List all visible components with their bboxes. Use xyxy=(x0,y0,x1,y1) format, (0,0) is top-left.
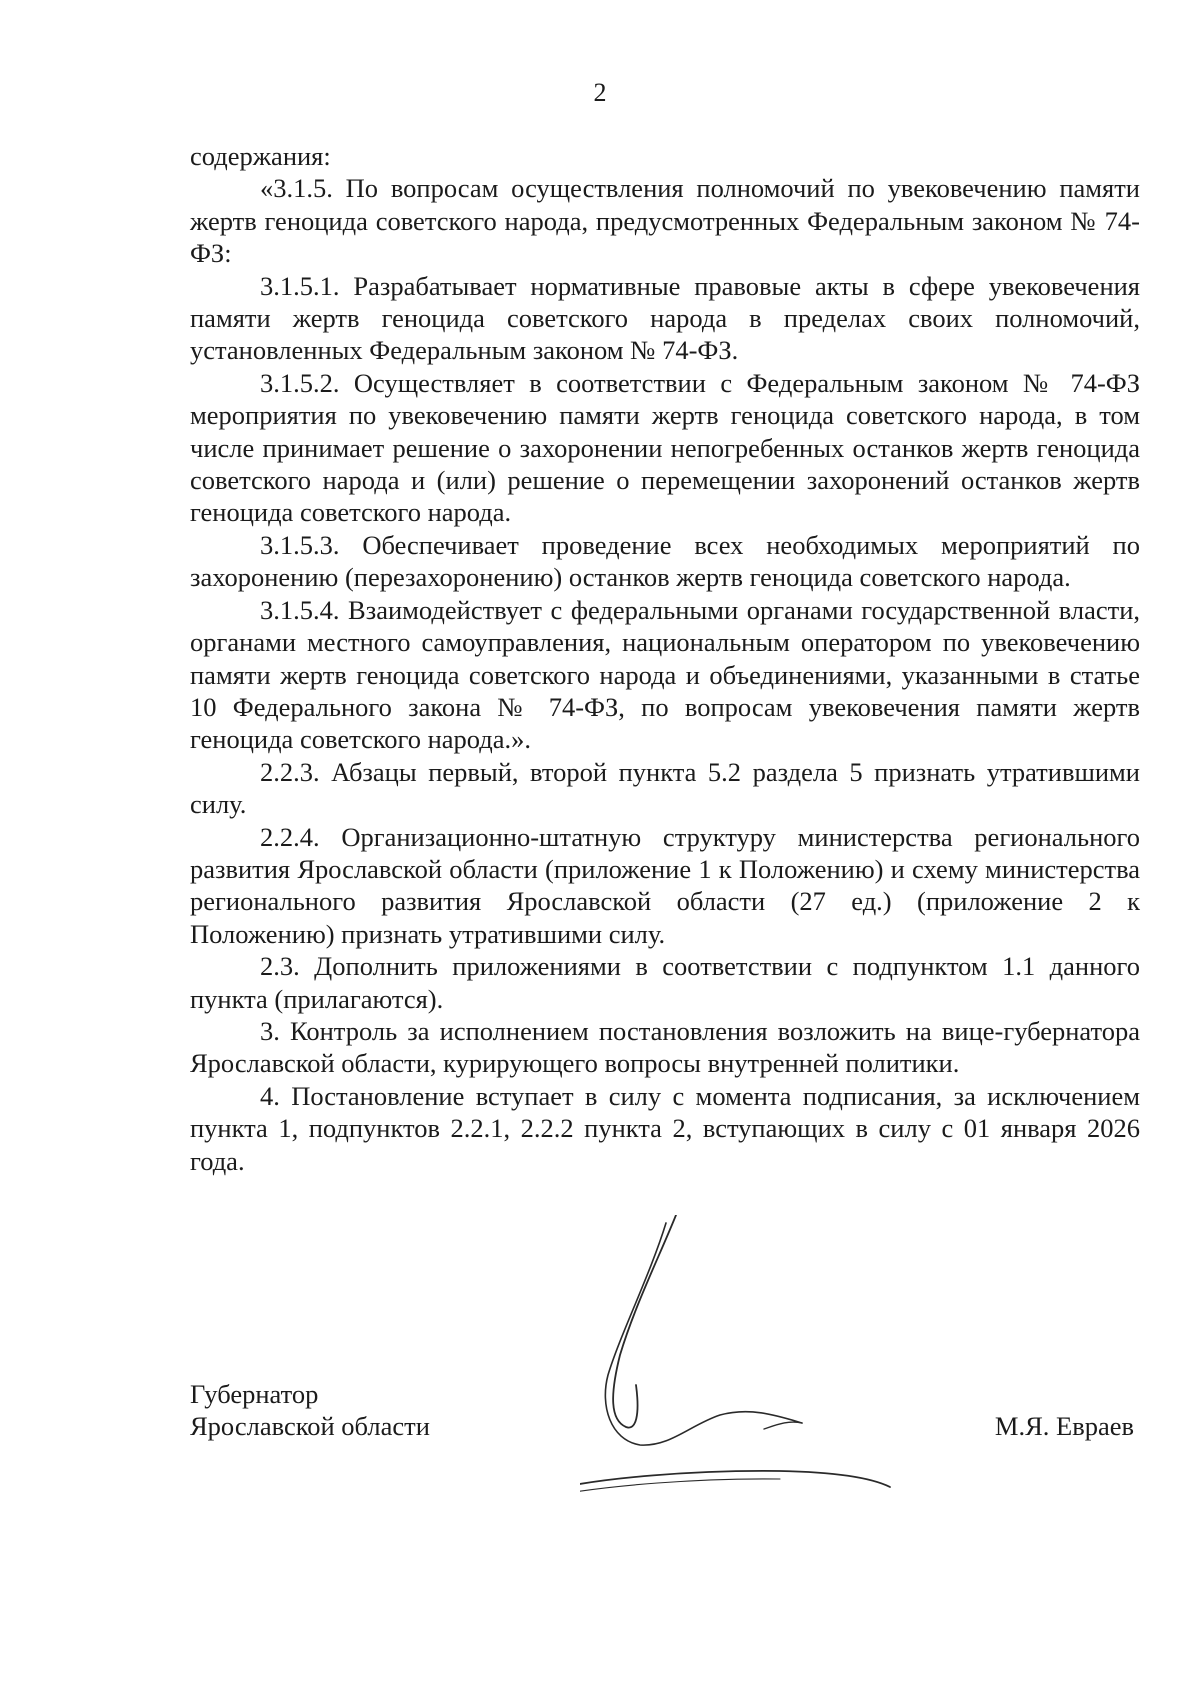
signature-stroke-underline-2 xyxy=(580,1479,780,1496)
paragraph-2-2-4: 2.2.4. Организационно-штатную структуру министерства регионального развития Ярославской области (приложение 1 к Положению) и схему министерства регионального развития Ярославской области (27 ед.) (приложение 2 к Положению) признать утратившими силу. xyxy=(190,821,1140,949)
signer-name: М.Я. Евраев xyxy=(994,1411,1134,1441)
paragraph-2-3: 2.3. Дополнить приложениями в соответствии с подпунктом 1.1 данного пункта (прилагаются). xyxy=(190,951,1140,1014)
signature-stroke-loop xyxy=(605,1223,802,1445)
paragraph-2-2-3: 2.2.3. Абзацы первый, второй пункта 5.2 раздела 5 признать утратившими силу. xyxy=(190,756,1140,820)
signer-title-line1: Губернатор xyxy=(190,1379,319,1409)
signature-stroke-underline xyxy=(580,1471,890,1491)
signer-title xyxy=(190,1378,430,1443)
paragraph-continuation: содержания: xyxy=(190,141,331,171)
paragraph-3-1-5-2: 3.1.5.2. Осуществляет в соответствии с Федеральным законом № 74-ФЗ мероприятия по увековечению памяти жертв геноцида советского народа, в том числе принимает решение о захоронении непогребенных останков жертв геноцида советского народа и (или) решение о перемещении захоронений останков жертв геноцида советского народа. xyxy=(190,367,1140,528)
document-body xyxy=(190,140,1140,1177)
signer-title-line2: Ярославской области xyxy=(190,1411,430,1442)
paragraph-3-1-5-1: 3.1.5.1. Разрабатывает нормативные правовые акты в сфере увековечения памяти жертв геноцида советского народа в пределах своих полномочий, установленных Федеральным законом № 74-ФЗ. xyxy=(190,270,1140,366)
paragraph-3-1-5: «3.1.5. По вопросам осуществления полномочий по увековечению памяти жертв геноцида советского народа, предусмотренных Федеральным законом № 74-ФЗ: xyxy=(190,173,1140,269)
handwritten-signature xyxy=(580,1215,980,1515)
signature-stroke-main xyxy=(613,1215,676,1428)
signature-stroke-tail xyxy=(764,1422,802,1429)
paragraph-3-1-5-4: 3.1.5.4. Взаимодействует с федеральными органами государственной власти, органами местного самоуправления, национальным оператором по увековечению памяти жертв геноцида советского народа и объединениями, указанными в статье 10 Федерального закона № 74-ФЗ, по вопросам увековечения памяти жертв геноцида советского народа.». xyxy=(190,594,1140,755)
paragraph-3: 3. Контроль за исполнением постановления возложить на вице-губернатора Ярославской области, курирующего вопросы внутренней политики. xyxy=(190,1015,1140,1079)
paragraph-3-1-5-3: 3.1.5.3. Обеспечивает проведение всех необходимых мероприятий по захоронению (перезахоронению) останков жертв геноцида советского народа. xyxy=(190,529,1140,593)
page-number: 2 xyxy=(593,78,607,107)
paragraph-4: 4. Постановление вступает в силу с момента подписания, за исключением пункта 1, подпунктов 2.2.1, 2.2.2 пункта 2, вступающих в силу с 01 января 2026 года. xyxy=(190,1080,1140,1176)
